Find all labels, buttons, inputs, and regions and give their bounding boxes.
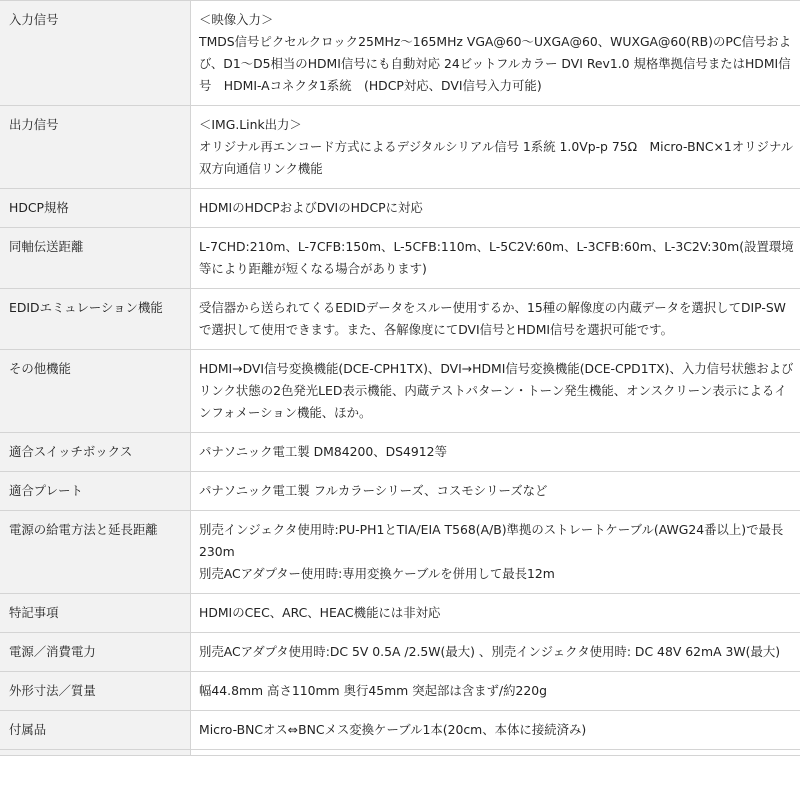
spec-value-line: パナソニック電工製 DM84200、DS4912等 (199, 444, 447, 459)
spec-value-line: 受信器から送られてくるEDIDデータをスルー使用するか、15種の解像度の内蔵データを選択してDIP-SWで選択して使用できます。また、各解像度にてDVI信号とHDMI信号を選択可能です。 (199, 300, 786, 337)
spec-value-line: オリジナル再エンコード方式によるデジタルシリアル信号 1系統 1.0Vp-p 75Ω Micro-BNC×1オリジナル双方向通信リンク機能 (199, 139, 794, 176)
spec-row-input-signal (0, 1, 800, 106)
spec-row-hdcp (0, 189, 800, 228)
spec-value-line: 別売ACアダプター使用時:専用変換ケーブルを併用して最長12m (199, 566, 555, 581)
spec-row-dimensions (0, 672, 800, 711)
spec-value-line: HDMI→DVI信号変換機能(DCE-CPH1TX)、DVI→HDMI信号変換機能(DCE-CPD1TX)、入力信号状態およびリンク状態の2色発光LED表示機能、内蔵テストパターン・トーン発生機能、オンスクリーン表示によるインフォメーション機能、ほか。 (199, 361, 794, 420)
spec-value (191, 472, 800, 511)
spec-label: 適合スイッチボックス (0, 433, 191, 472)
spec-row-notes (0, 594, 800, 633)
spec-label: 入力信号 (0, 1, 191, 106)
spec-label: 同軸伝送距離 (0, 228, 191, 289)
spec-value-line: ＜IMG.Link出力＞ (199, 117, 302, 132)
spec-row-other-functions (0, 350, 800, 433)
spec-value-line: Micro-BNCオス⇔BNCメス変換ケーブル1本(20cm、本体に接続済み) (199, 722, 587, 737)
spec-value-line: 別売インジェクタ使用時:PU-PH1とTIA/EIA T568(A/B)準拠のストレートケーブル(AWG24番以上)で最長230m (199, 522, 784, 559)
spec-label: EDIDエミュレーション機能 (0, 289, 191, 350)
spec-row-edid (0, 289, 800, 350)
spec-value-line: HDMIのCEC、ARC、HEAC機能には非対応 (199, 605, 441, 620)
spec-label: 特記事項 (0, 594, 191, 633)
spec-table-body (0, 1, 800, 756)
spec-value (191, 433, 800, 472)
spec-row-power-supply (0, 511, 800, 594)
spec-row-power-consumption (0, 633, 800, 672)
spec-value-empty (191, 750, 800, 756)
spec-label: 電源の給電方法と延長距離 (0, 511, 191, 594)
spec-row-output-signal (0, 106, 800, 189)
spec-label: 電源／消費電力 (0, 633, 191, 672)
spec-value (191, 228, 800, 289)
spec-row-coax-distance (0, 228, 800, 289)
spec-value (191, 289, 800, 350)
spec-value-line: 別売ACアダプタ使用時:DC 5V 0.5A /2.5W(最大) 、別売インジェクタ使用時: DC 48V 62mA 3W(最大) (199, 644, 781, 659)
spec-value-line: ＜映像入力＞ (199, 12, 274, 27)
spec-value (191, 633, 800, 672)
spec-label: 外形寸法／質量 (0, 672, 191, 711)
spec-value-line: パナソニック電工製 フルカラーシリーズ、コスモシリーズなど (199, 483, 548, 498)
spec-label: 適合プレート (0, 472, 191, 511)
spec-value (191, 189, 800, 228)
spec-row-accessories (0, 711, 800, 750)
spec-label: 付属品 (0, 711, 191, 750)
spec-value-line: L-7CHD:210m、L-7CFB:150m、L-5CFB:110m、L-5C2V:60m、L-3CFB:60m、L-3C2V:30m(設置環境等により距離が短くなる場合があります) (199, 239, 794, 276)
spec-label: HDCP規格 (0, 189, 191, 228)
spec-label: 出力信号 (0, 106, 191, 189)
spec-value (191, 711, 800, 750)
spec-row-plate (0, 472, 800, 511)
spec-value (191, 511, 800, 594)
spec-value (191, 106, 800, 189)
spec-row-continuation (0, 750, 800, 756)
spec-value-line: TMDS信号ピクセルクロック25MHz～165MHz VGA@60～UXGA@60、WUXGA@60(RB)のPC信号および、D1～D5相当のHDMI信号にも自動対応 24ビットフルカラー DVI Rev1.0 規格準拠信号またはHDMI信号 HDMI-Aコネクタ1系統 (HDCP対応、DVI信号入力可能) (199, 34, 792, 93)
spec-label-empty (0, 750, 191, 756)
spec-value (191, 594, 800, 633)
spec-label: その他機能 (0, 350, 191, 433)
spec-value (191, 350, 800, 433)
spec-value-line: HDMIのHDCPおよびDVIのHDCPに対応 (199, 200, 423, 215)
spec-value (191, 672, 800, 711)
spec-row-switch-box (0, 433, 800, 472)
spec-value (191, 1, 800, 106)
spec-value-line: 幅44.8mm 高さ110mm 奥行45mm 突起部は含まず/約220g (199, 683, 548, 698)
